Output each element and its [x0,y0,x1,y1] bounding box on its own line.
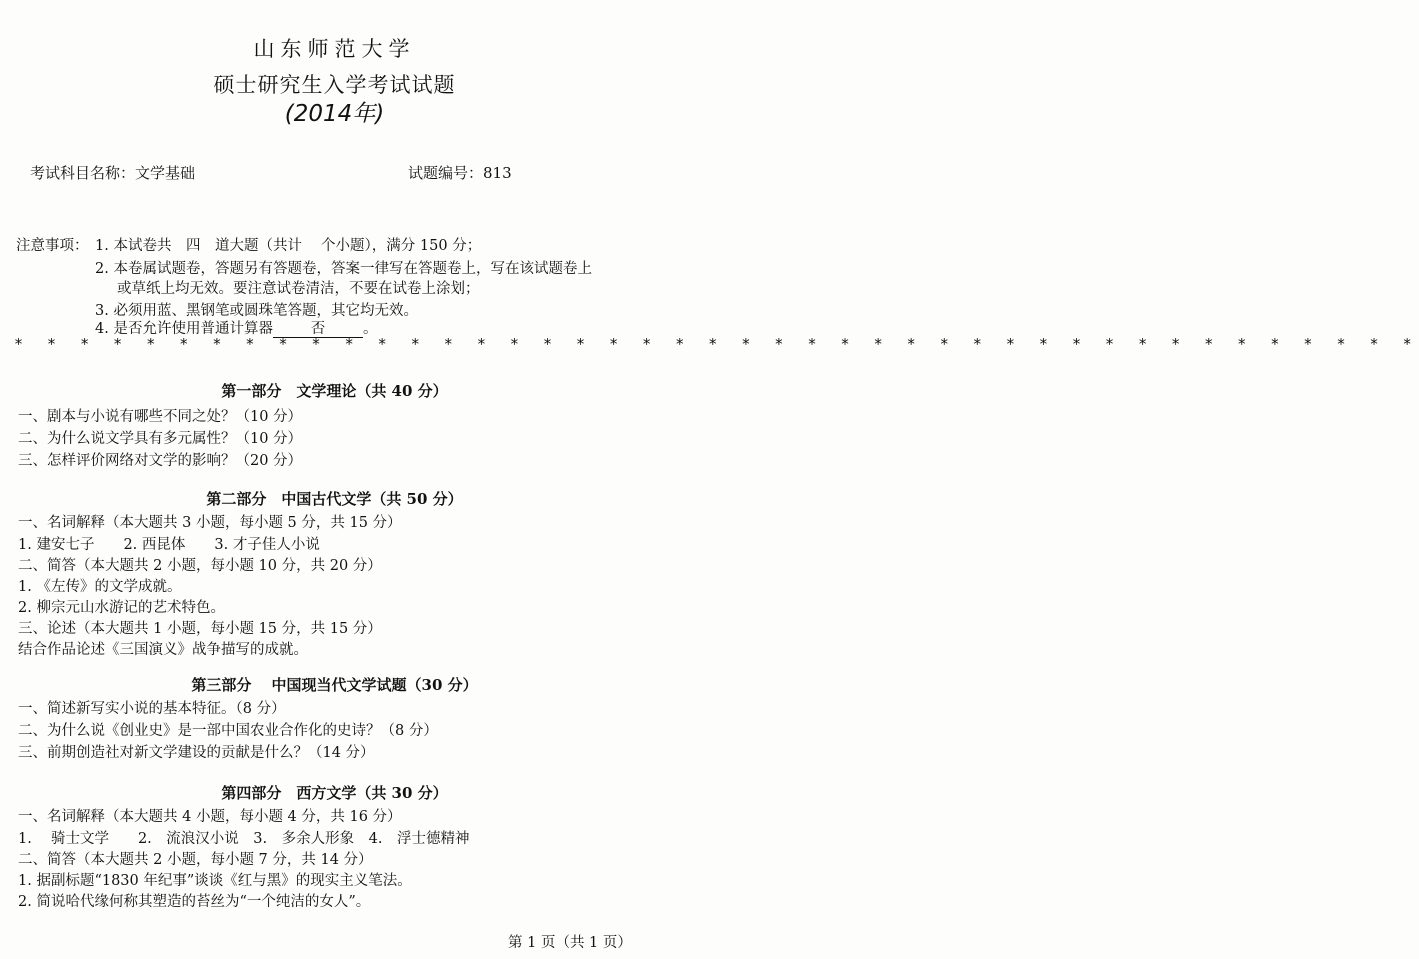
question-line: 一、名词解释（本大题共 3 小题，每小题 5 分，共 15 分） [18,515,402,531]
question-line: 二、为什么说文学具有多元属性？（10 分） [18,431,303,447]
question-line: 一、简述新写实小说的基本特征。（8 分） [18,701,286,717]
question-line: 结合作品论述《三国演义》战争描写的成就。 [18,642,308,658]
subject-name: 考试科目名称：文学基础 [30,164,196,182]
exam-year: (2014年) [284,101,385,127]
subject-code: 试题编号：813 [408,164,512,182]
question-line: 1. 《左传》的文学成就。 [18,579,182,595]
question-line: 三、怎样评价网络对文学的影响？（20 分） [18,453,303,469]
note-end-mark: 。 [362,321,378,337]
part-title: 第三部分 中国现当代文学试题（30 分） [191,676,478,694]
note-item: 4. 是否允许使用普通计算器 [95,321,273,337]
university-name: 山东师范大学 [253,37,416,61]
question-line: 一、剧本与小说有哪些不同之处？（10 分） [18,409,303,425]
page-number: 第 1 页（共 1 页） [508,935,632,951]
question-line: 三、论述（本大题共 1 小题，每小题 15 分，共 15 分） [18,621,382,637]
notes-label: 注意事项： [16,238,89,254]
question-line: 1. 骑士文学 2. 流浪汉小说 3. 多余人形象 4. 浮士德精神 [18,831,470,847]
question-line: 二、简答（本大题共 2 小题，每小题 10 分，共 20 分） [18,558,382,574]
question-line: 一、名词解释（本大题共 4 小题，每小题 4 分，共 16 分） [18,809,402,825]
note-item: 3. 必须用蓝、黑钢笔或圆珠笔答题，其它均无效。 [95,303,418,319]
question-line: 二、为什么说《创业史》是一部中国农业合作化的史诗？（8 分） [18,723,438,739]
part-title: 第一部分 文学理论（共 40 分） [221,382,448,400]
question-line: 1. 据副标题“1830 年纪事”谈谈《红与黑》的现实主义笔法。 [18,873,412,889]
question-line: 1. 建安七子 2. 西昆体 3. 才子佳人小说 [18,537,320,553]
part-title: 第二部分 中国古代文学（共 50 分） [206,490,463,508]
calculator-answer: 否 [273,322,363,338]
exam-title: 硕士研究生入学考试试题 [213,73,456,97]
separator-line: * * * * * * * * * * * * * * * * * * * * * * * * * * * * * * * * * * * * * * * * * * * [14,335,1419,353]
question-line: 2. 简说哈代缘何称其塑造的苔丝为“一个纯洁的女人”。 [18,894,371,910]
question-line: 2. 柳宗元山水游记的艺术特色。 [18,600,225,616]
note-item: 或草纸上均无效。要注意试卷清洁，不要在试卷上涂划； [117,281,480,297]
note-item: 2. 本卷属试题卷，答题另有答题卷，答案一律写在答题卷上，写在该试题卷上 [95,261,592,277]
part-title: 第四部分 西方文学（共 30 分） [221,784,448,802]
question-line: 三、前期创造社对新文学建设的贡献是什么？（14 分） [18,745,375,761]
note-item: 1. 本试卷共 四 道大题（共计 个小题），满分 150 分； [95,238,482,254]
question-line: 二、简答（本大题共 2 小题，每小题 7 分，共 14 分） [18,852,373,868]
